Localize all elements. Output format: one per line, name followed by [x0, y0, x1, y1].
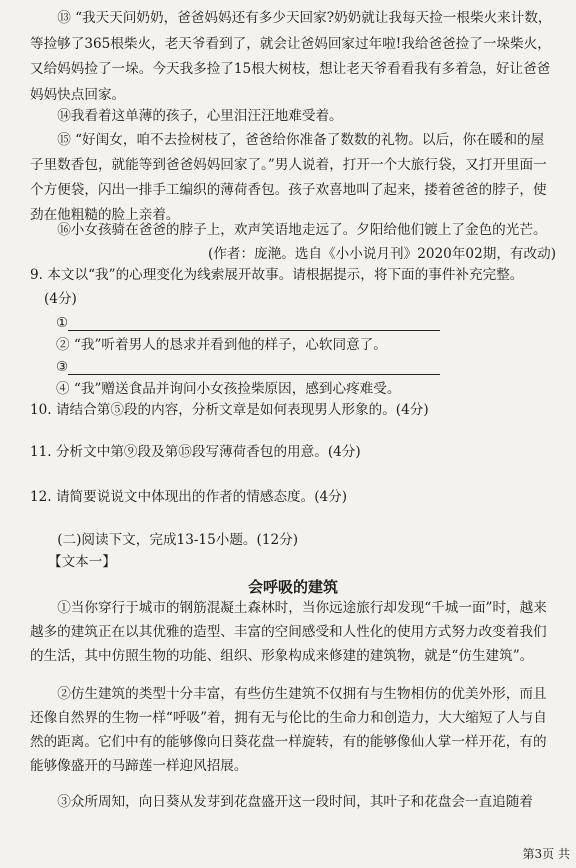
article-paragraph-1: ①当你穿行于城市的钢筋混凝土森林时，当你远途旅行却发现“千城一面”时，越来越多的建筑正在以其优雅的造型、丰富的空间感受和人性化的使用方式努力改变着我们的生活，其中仿照生物的功能、组织、形象构成来修建的建筑物，就是“仿生建筑”。: [30, 600, 547, 664]
article-paragraph-3: ③众所周知，向日葵从发芽到花盘盛开这一段时间，其叶子和花盘会一直追随着: [57, 794, 533, 810]
q9-item-2: ② “我”听着男人的恳求并看到他的样子，心软同意了。: [56, 337, 387, 353]
article-title: 会呼吸的建筑: [247, 578, 338, 596]
paragraph-16: ⑯小女孩骑在爸爸的脖子上，欢声笑语地走远了。夕阳给他们镀上了金色的光芒。: [57, 222, 547, 238]
text-1-label: 【文本一】: [48, 554, 116, 570]
answer-blank-3[interactable]: [68, 360, 440, 375]
question-12: 12. 请简要说说文中体现出的作者的情感态度。(4分): [30, 489, 348, 505]
source-citation: (作者：庞滟。选自《小小说月刊》2020年02期，有改动): [208, 246, 556, 262]
q9-item-1-label: ①: [56, 315, 69, 331]
paragraph-15: ⑮ “好闺女，咱不去捡树枝了，爸爸给你准备了数数的礼物。以后，你在暖和的屋子里数香包，就能等到爸爸妈妈回家了。”男人说着，打开一个大旅行袋，又打开里面一个方便袋，闪出一排手工编织的薄荷香包。孩子欢喜地叫了起来，搂着爸爸的脖子，使劲在他粗糙的脸上亲着。: [30, 132, 547, 223]
question-10: 10. 请结合第⑤段的内容，分析文章是如何表现男人形象的。(4分): [30, 402, 429, 418]
paragraph-14: ⑭我看着这单薄的孩子，心里泪汪汪地难受着。: [57, 108, 343, 124]
section-2-heading: (二)阅读下文，完成13-15小题。(12分): [57, 532, 299, 548]
question-9-stem: 9. 本文以“我”的心理变化为线索展开故事。请根据提示，将下面的事件补充完整。: [30, 267, 524, 283]
page-number: 第3页 共: [522, 847, 570, 861]
q9-item-4: ④ “我”赠送食品并询问小女孩捡柴原因，感到心疼难受。: [56, 381, 401, 397]
article-paragraph-2: ②仿生建筑的类型十分丰富，有些仿生建筑不仅拥有与生物相仿的优美外形，而且还像自然界的生物一样“呼吸”着，拥有无与伦比的生命力和创造力，大大缩短了人与自然的距离。它们中有的能够像向日葵花盘一样旋转，有的能够像仙人掌一样开花，有的能够像盛开的马蹄莲一样迎风招展。: [30, 686, 547, 774]
question-11: 11. 分析文中第⑨段及第⑮段写薄荷香包的用意。(4分): [30, 444, 361, 460]
paragraph-13: ⑬ “我天天问奶奶，爸爸妈妈还有多少天回家?奶奶就让我每天捡一根柴火来计数，等捡够了365根柴火，老天爷看到了，就会让爸妈回家过年啦!我给爸爸捡了一垛柴火，又给妈妈捡了一垛。今天我多捡了15根大树枝，想让老天爷看看我有多着急，好让爸爸妈妈快点回家。: [30, 10, 552, 103]
q9-item-3-label: ③: [56, 359, 69, 375]
question-9-score: (4分): [44, 291, 77, 307]
answer-blank-1[interactable]: [68, 316, 440, 331]
